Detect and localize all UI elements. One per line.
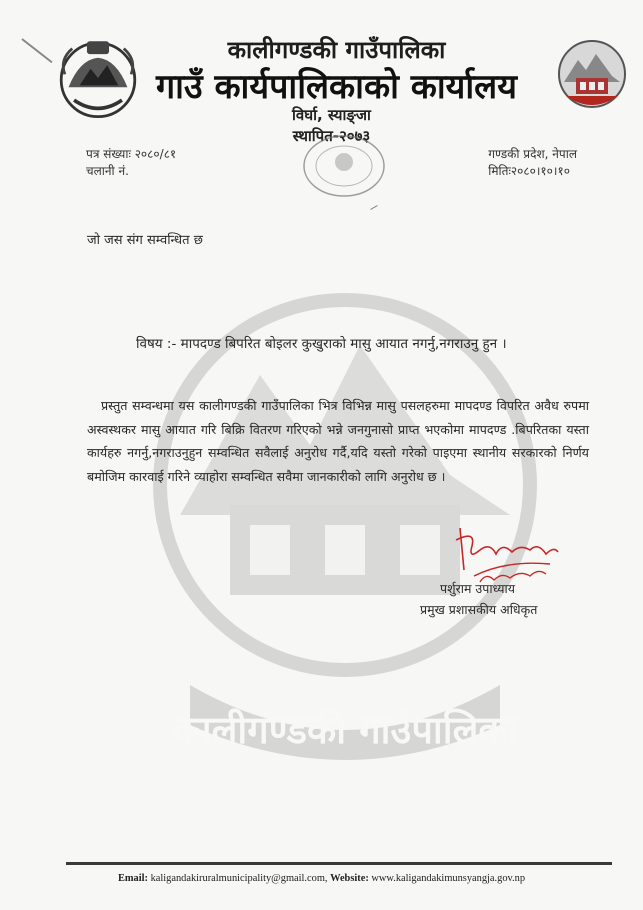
province-label: गण्डकी प्रदेश, नेपाल — [488, 147, 577, 161]
letter-date: मितिः२०८०।१०।१० — [488, 164, 570, 178]
watermark-logo-icon — [150, 255, 540, 775]
letter-body: प्रस्तुत सम्वन्धमा यस कालीगण्डकी गाउँपालिका भित्र विभिन्न मासु पसलहरुमा मापदण्ड विपरित अवैध रुपमा अस्वस्थकर मासु आयात गरि बिक्रि वितरण गरिएको भन्ने जनगुनासो प्राप्त भएकोमा मापदण्ड .बिपरितका यस्ता कार्यहरु नगर्नु,नगराउनुहुन सम्वन्धित सवैलाई अनुरोध गर्दै,यदि यस्तो गरेको पाइएमा स्थानीय सरकारको निर्णय बमोजिम कारवाई गरिने व्याहोरा सम्वन्धित सवैमा जानकारीको लागि अनुरोध छ । — [87, 398, 589, 484]
watermark-text: कालीगण्डकी गाउँपालिका — [172, 708, 518, 752]
reference-block — [86, 146, 176, 180]
signatory-name: पर्शुराम उपाध्याय — [440, 581, 516, 596]
footer-contact — [0, 873, 643, 884]
email-link[interactable]: kaligandakiruralmunicipality@gmail.com, — [150, 873, 328, 884]
website-label: Website: — [330, 873, 369, 884]
letter-subject: विषय :- मापदण्ड बिपरित बोइलर कुखुराको मासु आयात नगर्नु,नगराउनु हुन । — [136, 336, 507, 352]
office-title-line2: गाउँ कार्यपालिकाको कार्यालय — [156, 67, 517, 107]
footer-divider — [66, 862, 612, 865]
email-label: Email: — [117, 873, 148, 884]
dispatch-number: चलानी नं. — [86, 164, 129, 178]
handwritten-signature-icon — [446, 520, 564, 588]
signatory-title: प्रमुख प्रशासकीय अधिकृत — [420, 602, 538, 617]
salutation: जो जस संग सम्वन्धित छ — [87, 233, 203, 248]
office-stamp-icon — [298, 132, 390, 202]
website-link[interactable]: www.kaligandakimunsyangja.gov.np — [371, 873, 526, 884]
letter-number: पत्र संख्याः २०८०/८१ — [86, 147, 177, 161]
date-block — [488, 146, 577, 180]
established-year: स्थापित-२०७३ — [292, 127, 371, 145]
office-address: विर्घा, स्याङ्जा — [292, 106, 371, 124]
office-title-line1: कालीगण्डकी गाउँपालिका — [227, 36, 446, 64]
scan-tick-mark — [370, 205, 377, 210]
